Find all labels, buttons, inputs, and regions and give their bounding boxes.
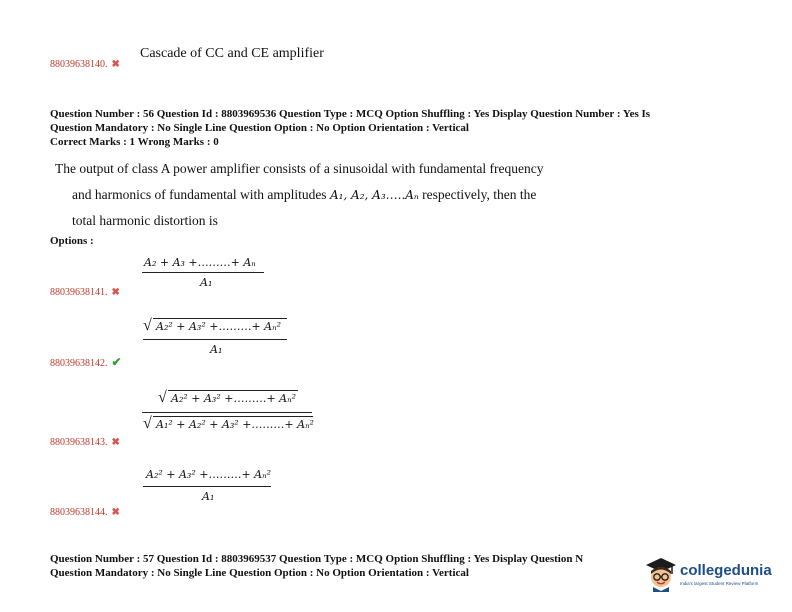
- option-4[interactable]: [50, 462, 350, 518]
- fraction-bar: [142, 412, 312, 413]
- amplitude-variables: A₁, A₂, A₃…..Aₙ: [329, 188, 419, 202]
- wrong-mark-icon: ✖: [111, 507, 120, 518]
- option-2[interactable]: [50, 312, 350, 370]
- option-numerator: A₂² + A₃² +………+ Aₙ²: [156, 320, 281, 333]
- fraction-bar: [142, 272, 264, 273]
- question-meta-line: Question Number : 57 Question Id : 8803969537 Question Type : MCQ Option Shuffling : Yes Display Question N: [50, 553, 584, 565]
- option-id: 88039638141.: [50, 287, 108, 298]
- question-text-line: [55, 182, 544, 208]
- prev-option-text: Cascade of CC and CE amplifier: [140, 46, 324, 61]
- option-id: 88039638140.: [50, 59, 108, 70]
- logo-tagline: India's largest Student Review Platform: [680, 581, 759, 586]
- correct-check-icon: ✔: [111, 355, 122, 369]
- wrong-mark-icon: ✖: [111, 59, 120, 70]
- option-3[interactable]: [50, 386, 350, 448]
- option-denominator: A₁: [200, 276, 213, 289]
- option-numerator: A₂² + A₃² +………+ Aₙ²: [171, 392, 296, 405]
- question-text: [55, 156, 544, 234]
- wrong-mark-icon: ✖: [111, 287, 120, 298]
- option-numerator: A₂² + A₃² +………+ Aₙ²: [146, 468, 271, 481]
- option-1[interactable]: [50, 250, 350, 300]
- option-denominator: A₁² + A₂² + A₃² +………+ Aₙ²: [156, 418, 314, 431]
- sqrt-icon: √: [158, 389, 167, 406]
- option-id-row: [50, 502, 120, 520]
- option-numerator: A₂ + A₃ +………+ Aₙ: [144, 256, 256, 269]
- option-id-row: [50, 432, 120, 450]
- option-id: 88039638142.: [50, 358, 108, 369]
- question-text-segment: and harmonics of fundamental with amplitudes: [72, 187, 330, 202]
- question-meta-line: Question Mandatory : No Single Line Question Option : No Option Orientation : Vertical: [50, 567, 469, 579]
- question-56-meta: [50, 107, 790, 149]
- question-57-meta: [50, 552, 640, 580]
- question-text-segment: respectively, then the: [418, 187, 537, 202]
- option-id-row: [50, 282, 120, 300]
- options-label: Options :: [50, 235, 94, 247]
- option-id-row: [50, 353, 122, 371]
- logo-wordmark: collegedunia: [680, 562, 772, 579]
- option-denominator: A₁: [210, 343, 223, 356]
- option-denominator: A₁: [202, 490, 215, 503]
- question-meta-line: Question Mandatory : No Single Line Question Option : No Option Orientation : Vertical: [50, 122, 469, 134]
- fraction-bar: [143, 339, 287, 340]
- sqrt-icon: √: [143, 317, 152, 334]
- student-mascot-icon: [644, 556, 678, 592]
- marks-line: Correct Marks : 1 Wrong Marks : 0: [50, 136, 219, 148]
- question-text-line: The output of class A power amplifier consists of a sinusoidal with fundamental frequency: [55, 161, 544, 176]
- fraction-bar: [143, 486, 271, 487]
- sqrt-icon: √: [143, 415, 152, 432]
- option-id: 88039638144.: [50, 507, 108, 518]
- option-id: 88039638143.: [50, 437, 108, 448]
- question-text-line: total harmonic distortion is: [72, 213, 218, 228]
- collegedunia-logo[interactable]: [644, 556, 788, 596]
- wrong-mark-icon: ✖: [111, 437, 120, 448]
- prev-option: [50, 54, 120, 72]
- question-meta-line: Question Number : 56 Question Id : 8803969536 Question Type : MCQ Option Shuffling : Yes Display Question Number : Yes Is: [50, 108, 651, 120]
